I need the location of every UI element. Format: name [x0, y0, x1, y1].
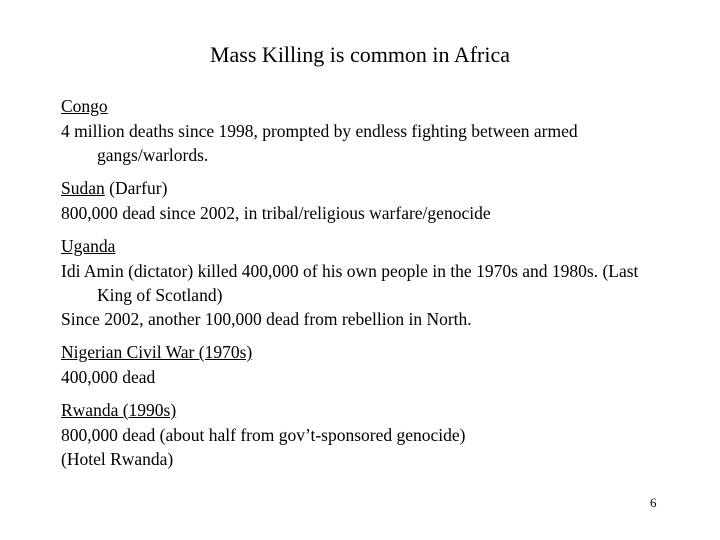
- section-heading: [61, 176, 671, 201]
- section-heading: [61, 340, 671, 365]
- uganda-line-2: Since 2002, another 100,000 dead from rebellion in North.: [61, 309, 472, 329]
- section-rwanda: [61, 398, 671, 471]
- section-nigeria: [61, 340, 671, 389]
- section-uganda: [61, 234, 671, 331]
- section-congo: [61, 94, 671, 167]
- rwanda-heading-link[interactable]: Rwanda (1990s): [61, 400, 177, 420]
- page-number: 6: [650, 495, 657, 510]
- rwanda-line-2: (Hotel Rwanda): [61, 449, 174, 469]
- slide-title: Mass Killing is common in Africa: [209, 42, 511, 67]
- section-heading: [61, 398, 671, 423]
- uganda-heading-link[interactable]: Uganda: [61, 236, 116, 256]
- section-heading: [61, 234, 671, 259]
- sudan-line-1: 800,000 dead since 2002, in tribal/religious warfare/genocide: [61, 203, 491, 223]
- nigeria-line-1: 400,000 dead: [61, 367, 156, 387]
- congo-line-1: 4 million deaths since 1998, prompted by endless fighting between armed gangs/warlords.: [61, 121, 578, 165]
- slide-content: [61, 94, 671, 480]
- section-sudan: [61, 176, 671, 225]
- rwanda-line-1: 800,000 dead (about half from gov’t-sponsored genocide): [61, 425, 466, 445]
- nigeria-heading-link[interactable]: Nigerian Civil War (1970s): [61, 342, 253, 362]
- uganda-line-1: Idi Amin (dictator) killed 400,000 of his own people in the 1970s and 1980s. (Last King of Scotland): [61, 261, 639, 305]
- section-heading: [61, 94, 671, 119]
- heading-suffix: (Darfur): [104, 178, 168, 198]
- congo-heading-link[interactable]: Congo: [61, 96, 108, 116]
- sudan-heading-link[interactable]: Sudan: [61, 178, 105, 198]
